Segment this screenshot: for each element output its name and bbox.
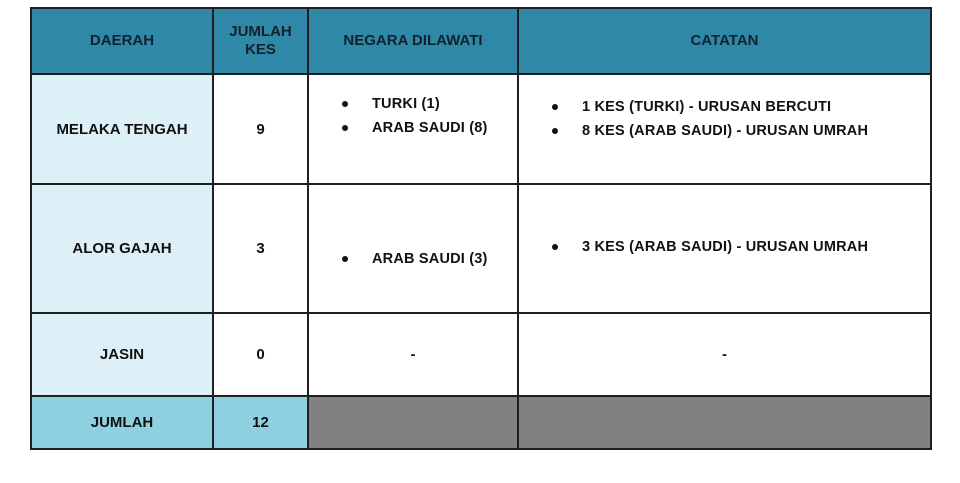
row-negara [309, 314, 517, 395]
negara-list [342, 244, 488, 274]
total-kes-cell [214, 397, 307, 448]
daerah-name: MELAKA TENGAH [56, 120, 188, 138]
row-daerah [32, 314, 212, 395]
list-item: ARAB SAUDI (3) [342, 250, 488, 268]
total-label-cell [32, 397, 212, 448]
catatan-list [552, 92, 868, 146]
row-negara [309, 75, 517, 183]
row-daerah [32, 185, 212, 312]
header-jumlah-kes [214, 9, 307, 73]
header-daerah-label: DAERAH [89, 32, 155, 49]
total-filler-catatan [519, 397, 930, 448]
kes-count: 3 [256, 240, 265, 257]
header-negara-label: NEGARA DILAWATI [343, 32, 483, 49]
row-daerah [32, 75, 212, 183]
catatan-list [552, 232, 868, 262]
list-item: 1 KES (TURKI) - URUSAN BERCUTI [552, 98, 868, 116]
total-filler-negara [309, 397, 517, 448]
negara-empty: - [410, 346, 416, 363]
row-kes [214, 314, 307, 395]
list-item: 8 KES (ARAB SAUDI) - URUSAN UMRAH [552, 122, 868, 140]
row-catatan [519, 314, 930, 395]
daerah-name: ALOR GAJAH [72, 240, 172, 257]
total-label: JUMLAH [90, 414, 154, 431]
cases-table [30, 7, 932, 450]
row-catatan [519, 75, 930, 183]
header-negara-dilawati [309, 9, 517, 73]
list-item: TURKI (1) [342, 95, 488, 113]
header-catatan [519, 9, 930, 73]
negara-list [342, 89, 488, 143]
total-kes: 12 [252, 414, 269, 431]
catatan-empty: - [722, 346, 727, 363]
kes-count: 0 [256, 346, 265, 363]
row-negara [309, 185, 517, 312]
row-kes [214, 185, 307, 312]
row-kes [214, 75, 307, 183]
daerah-name: JASIN [99, 346, 145, 363]
header-catatan-label: CATATAN [690, 32, 759, 49]
header-jumlah-kes-line2: KES [245, 41, 276, 58]
header-jumlah-kes-line1: JUMLAH [229, 23, 292, 40]
header-daerah [32, 9, 212, 73]
list-item: 3 KES (ARAB SAUDI) - URUSAN UMRAH [552, 238, 868, 256]
kes-count: 9 [256, 120, 265, 138]
list-item: ARAB SAUDI (8) [342, 119, 488, 137]
row-catatan [519, 185, 930, 312]
